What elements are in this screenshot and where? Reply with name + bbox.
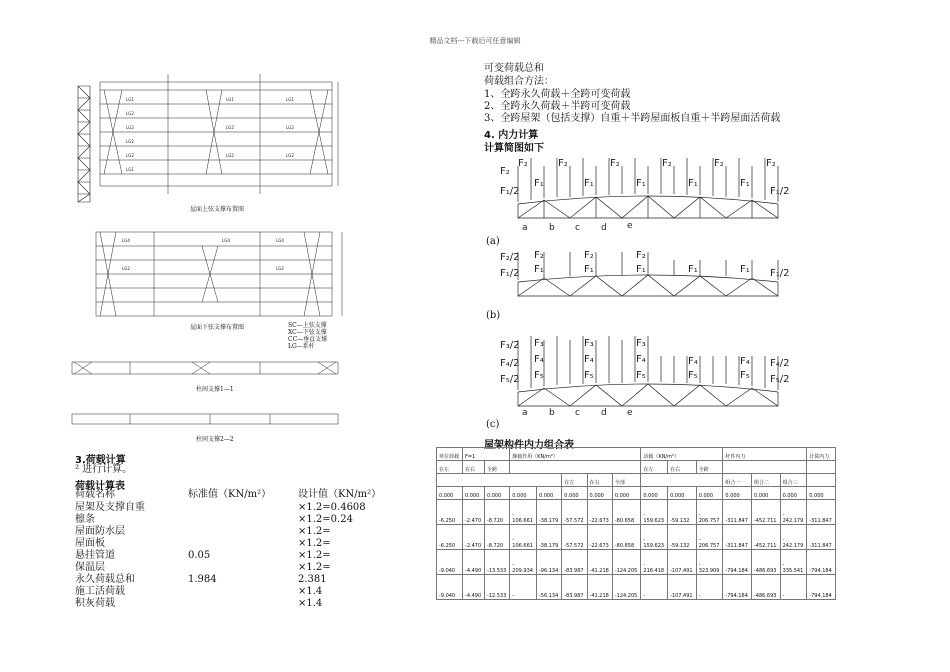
table-row (437, 487, 836, 500)
table-header-cell: 组合二 (752, 474, 781, 487)
table-row (437, 550, 836, 575)
svg-text:F₄: F₄ (584, 354, 594, 365)
table-cell: -6.250 (437, 525, 463, 550)
svg-text:F₁/2: F₁/2 (770, 186, 790, 197)
load-name: 屋面板 (75, 538, 105, 549)
table-cell: - 335.541 (780, 550, 807, 575)
svg-text:F₂: F₂ (662, 158, 672, 169)
table-cell: -22.673 (587, 500, 612, 525)
load-design: ×1.4 (298, 586, 323, 597)
table-cell: -80.658 (612, 500, 641, 525)
table-cell: -311.847 (807, 525, 836, 550)
table-header-cell: 全跨 (696, 461, 723, 474)
elevation-2-caption: 柱间支撑2—2 (196, 436, 234, 443)
table-cell: - 106.661 (510, 525, 537, 550)
load-table-title: 荷载计算表 (75, 481, 125, 492)
table-header-cell: 杆件内力 (723, 448, 807, 461)
table-header-cell: 在左 (562, 474, 587, 487)
table-cell: -124.205 (612, 550, 641, 575)
table-cell: -57.572 (562, 525, 587, 550)
svg-text:LG2: LG2 (226, 125, 234, 130)
section-3-intro: ² 进行计算。 (75, 464, 133, 475)
load-design: ×1.2= (298, 550, 331, 561)
svg-text:F₅: F₅ (636, 370, 646, 381)
svg-text:LG2: LG2 (126, 153, 134, 158)
load-design: ×1.2= (298, 562, 331, 573)
svg-text:LG1: LG1 (286, 97, 294, 102)
table-cell: - 216.418 (641, 550, 668, 575)
table-cell: - 206.757 (696, 525, 723, 550)
svg-text:LG2: LG2 (122, 266, 130, 271)
table-cell: 0.000 (562, 487, 587, 500)
table-header-cell: 全部 (612, 474, 641, 487)
load-name: 屋面防水层 (75, 526, 125, 537)
internal-force-table (436, 447, 836, 600)
table-cell: - 206.757 (696, 500, 723, 525)
table-cell: 0.000 (641, 487, 668, 500)
load-name: 永久荷载总和 (75, 574, 135, 585)
load-name: 施工活荷载 (75, 586, 125, 597)
load-design: ×1.2= (298, 526, 331, 537)
truss-diagram-c (498, 326, 798, 416)
svg-text:F₁/2: F₁/2 (770, 268, 790, 279)
upper-plan-caption: 屋面上弦支撑布置图 (190, 206, 245, 213)
table-header-cell (510, 461, 641, 474)
svg-text:b: b (549, 408, 555, 416)
drawing-legend (288, 322, 327, 350)
svg-text:F₁: F₁ (740, 178, 750, 189)
figure-b-label: (b) (486, 310, 501, 321)
table-cell: - (510, 575, 537, 600)
table-cell: 0.000 (484, 487, 509, 500)
table-cell: -41.218 (587, 575, 612, 600)
svg-text:F₂: F₂ (766, 158, 776, 169)
table-cell: -80.658 (612, 525, 641, 550)
load-design: ×1.2=0.4608 (298, 502, 366, 513)
load-name: 悬挂管道 (75, 550, 115, 561)
table-header-cell: 在左 (641, 461, 668, 474)
figure-c-label: (c) (486, 419, 500, 430)
truss-diagram-a (498, 152, 798, 232)
svg-text:LG1: LG1 (126, 167, 134, 172)
legend-item: XC—下弦支撑 (288, 329, 327, 336)
table-cell: - (641, 575, 668, 600)
table-cell: 0.000 (612, 487, 641, 500)
svg-text:F₄: F₄ (688, 356, 698, 367)
svg-text:b: b (549, 223, 555, 232)
table-cell: - 242.179 (780, 500, 807, 525)
table-header-cell: 活载（KN/m²） (641, 448, 723, 461)
table-cell: - 106.661 (510, 500, 537, 525)
svg-text:e: e (627, 408, 633, 416)
table-header-cell: 全跨 (484, 461, 509, 474)
table-cell: -96.134 (536, 550, 561, 575)
legend-item: CC—垂直支撑 (288, 336, 328, 343)
svg-text:F₂: F₂ (584, 250, 594, 261)
svg-text:F₂: F₂ (500, 166, 510, 177)
load-design: 2.381 (298, 574, 327, 585)
table-cell: -6.250 (437, 500, 463, 525)
elevation-1-caption: 柱间支撑1—1 (196, 386, 234, 393)
svg-text:F₁: F₁ (534, 264, 544, 275)
combo-table-title: 屋架构件内力组合表 (484, 440, 574, 451)
svg-text:d: d (601, 223, 607, 232)
table-cell: -124.205 (612, 575, 641, 600)
svg-text:a: a (522, 223, 528, 232)
table-row (437, 500, 836, 525)
section-4-title: 4. 内力计算 (484, 130, 539, 141)
table-cell: 0.000 (780, 487, 807, 500)
table-header-cell (807, 474, 836, 487)
lower-plan-caption: 屋面下弦支撑布置图 (190, 324, 245, 331)
table-cell: - (780, 575, 807, 600)
table-body (437, 487, 836, 600)
svg-text:F₅/2: F₅/2 (500, 374, 520, 385)
load-design: ×1.2=0.24 (298, 514, 353, 525)
table-cell: -38.179 (536, 500, 561, 525)
table-cell: - 159.623 (641, 525, 668, 550)
table-cell: 0.000 (723, 487, 752, 500)
table-cell: -794.184 (807, 550, 836, 575)
svg-text:F₁: F₁ (534, 178, 544, 189)
svg-text:F₅: F₅ (688, 370, 698, 381)
table-header-row (437, 461, 836, 474)
table-cell: -57.572 (562, 500, 587, 525)
load-table-header: 设计值（KN/m²） (298, 489, 382, 500)
table-cell: -794.184 (723, 550, 752, 575)
diagram-caption: 计算简图如下 (484, 143, 544, 154)
table-cell: -38.179 (536, 525, 561, 550)
load-name: 保温层 (75, 562, 105, 573)
table-header-cell: 在左 (437, 461, 463, 474)
svg-text:F₅/2: F₅/2 (770, 374, 790, 385)
svg-text:LG4: LG4 (276, 238, 284, 243)
load-design: ×1.4 (298, 598, 323, 609)
combination-3: 3、全跨屋架（包括支撑）自重＋半跨屋面板自重＋半跨屋面活荷载 (484, 113, 781, 124)
svg-text:F₄: F₄ (740, 356, 750, 367)
table-cell: -452.711 (752, 500, 781, 525)
table-header-cell (437, 474, 562, 487)
table-cell: 0.000 (536, 487, 561, 500)
svg-text:F₁: F₁ (636, 178, 646, 189)
table-cell: -107.491 (668, 575, 697, 600)
svg-text:F₄/2: F₄/2 (770, 358, 790, 369)
load-design: ×1.2= (298, 538, 331, 549)
table-cell: -486.693 (752, 550, 781, 575)
load-name: 檩条 (75, 514, 95, 525)
table-cell: -794.184 (807, 575, 836, 600)
table-cell: -452.711 (752, 525, 781, 550)
table-header-cell: 单位荷载 (437, 448, 463, 461)
svg-text:F₂: F₂ (714, 158, 724, 169)
svg-text:LG1: LG1 (226, 97, 234, 102)
table-cell: -59.132 (668, 525, 697, 550)
table-cell: -9.040 (437, 575, 463, 600)
table-cell: -311.847 (807, 500, 836, 525)
load-std: 0.05 (188, 550, 211, 561)
load-std: 1.984 (188, 574, 217, 585)
svg-text:c: c (575, 408, 580, 416)
svg-text:LG2: LG2 (286, 153, 294, 158)
column-bracing-elevation-1 (70, 356, 340, 378)
table-cell: -83.987 (562, 575, 587, 600)
svg-text:F₁: F₁ (636, 264, 646, 275)
table-cell: 0.000 (437, 487, 463, 500)
legend-item: SC—上弦支撑 (288, 322, 327, 329)
svg-text:e: e (627, 221, 633, 231)
table-header-cell: F=1 (463, 448, 510, 461)
table-cell: -107.491 (668, 550, 697, 575)
combination-method: 荷载组合方法： (484, 76, 554, 87)
svg-text:F₁: F₁ (688, 178, 698, 189)
table-cell: -56.134 (536, 575, 561, 600)
table-cell: -41.218 (587, 550, 612, 575)
load-table-header: 标准值（KN/m²） (188, 489, 272, 500)
svg-text:a: a (522, 408, 528, 416)
table-header-row (437, 474, 836, 487)
table-cell: -4.490 (463, 575, 485, 600)
table-row (437, 525, 836, 550)
table-cell: - 209.934 (510, 550, 537, 575)
table-cell: -2.470 (463, 525, 485, 550)
table-header-cell (807, 461, 836, 474)
table-header-cell (723, 461, 807, 474)
svg-text:F₂: F₂ (534, 250, 544, 261)
table-cell: -311.847 (723, 525, 752, 550)
table-header-cell: 在右 (463, 461, 485, 474)
svg-text:F₁: F₁ (584, 264, 594, 275)
table-cell: - (696, 575, 723, 600)
table-header-cell: 在右 (668, 461, 697, 474)
svg-text:F₂: F₂ (610, 158, 620, 169)
svg-text:LG2: LG2 (276, 266, 284, 271)
table-header-cell: 组合一 (723, 474, 752, 487)
svg-text:F₃: F₃ (636, 338, 646, 349)
table-cell: -794.184 (723, 575, 752, 600)
table-cell: 0.000 (668, 487, 697, 500)
svg-text:LG2: LG2 (126, 111, 134, 116)
svg-text:F₄/2: F₄/2 (500, 358, 520, 369)
svg-text:F₁: F₁ (584, 178, 594, 189)
svg-text:F₅: F₅ (534, 370, 544, 381)
table-cell: 0.000 (807, 487, 836, 500)
load-name: 屋架及支撑自重 (75, 502, 145, 513)
svg-text:F₂: F₂ (558, 158, 568, 169)
table-cell: 0.000 (587, 487, 612, 500)
svg-text:LG1: LG1 (126, 97, 134, 102)
table-cell: 0.000 (463, 487, 485, 500)
combination-2: 2、全跨永久荷载＋半跨可变荷载 (484, 101, 631, 112)
table-cell: 0.000 (752, 487, 781, 500)
table-cell: -9.040 (437, 550, 463, 575)
svg-text:F₁: F₁ (688, 264, 698, 275)
table-cell: -59.132 (668, 500, 697, 525)
table-row (437, 575, 836, 600)
table-cell: -8.720 (484, 525, 509, 550)
table-cell: 0.000 (696, 487, 723, 500)
combination-1: 1、全跨永久荷载＋全跨可变荷载 (484, 89, 631, 100)
table-header-cell: 计算内力 (807, 448, 836, 461)
svg-text:F₁: F₁ (740, 264, 750, 275)
svg-text:F₂: F₂ (636, 250, 646, 261)
table-cell: -22.673 (587, 525, 612, 550)
svg-text:F₂/2: F₂/2 (500, 252, 520, 263)
svg-text:F₃: F₃ (584, 338, 594, 349)
table-header-row (437, 448, 836, 461)
svg-text:F₁/2: F₁/2 (500, 268, 520, 279)
legend-item: LG—系杆 (288, 343, 315, 350)
table-cell: - 159.623 (641, 500, 668, 525)
section-3-title: 3.荷载计算 (75, 455, 126, 466)
page-header: 精品文档---下载后可任意编辑 (429, 37, 521, 45)
table-cell: - 242.179 (780, 525, 807, 550)
svg-text:F₃/2: F₃/2 (500, 340, 520, 351)
table-header-cell: 在右 (587, 474, 612, 487)
load-name: 积灰荷载 (75, 598, 115, 609)
table-cell: -12.533 (484, 575, 509, 600)
svg-text:d: d (601, 408, 607, 416)
svg-text:LG2: LG2 (126, 139, 134, 144)
svg-text:F₄: F₄ (534, 354, 544, 365)
svg-text:LG4: LG4 (122, 238, 130, 243)
svg-text:F₅: F₅ (584, 370, 594, 381)
table-cell: -8.720 (484, 500, 509, 525)
table-cell: -311.847 (723, 500, 752, 525)
table-cell: -486.693 (752, 575, 781, 600)
svg-text:F₃: F₃ (534, 338, 544, 349)
svg-text:F₅: F₅ (740, 370, 750, 381)
table-header-cell (641, 474, 723, 487)
load-table-header: 荷载名称 (75, 489, 115, 500)
svg-text:F₄: F₄ (636, 354, 646, 365)
table-cell: - 323.909 (696, 550, 723, 575)
table-header-cell: 静载作用（KN/m²） (510, 448, 641, 461)
svg-text:LG2: LG2 (126, 125, 134, 130)
table-cell: -13.533 (484, 550, 509, 575)
table-cell: -4.490 (463, 550, 485, 575)
table-header-cell: 组合三 (780, 474, 807, 487)
svg-text:F₁/2: F₁/2 (500, 186, 520, 197)
table-cell: 0.000 (510, 487, 537, 500)
roof-truss-elevation-drawing (76, 84, 92, 204)
lower-chord-bracing-plan (92, 228, 352, 323)
svg-text:LG2: LG2 (226, 153, 234, 158)
variable-load-sum: 可变荷载总和 (484, 63, 544, 74)
upper-chord-bracing-plan (96, 70, 346, 210)
column-bracing-elevation-2 (70, 410, 340, 428)
table-cell: -2.470 (463, 500, 485, 525)
svg-text:F₂: F₂ (518, 158, 528, 169)
truss-diagram-b (498, 246, 798, 306)
table-cell: -83.987 (562, 550, 587, 575)
svg-text:c: c (575, 223, 580, 232)
svg-text:LG4: LG4 (222, 238, 230, 243)
figure-a-label: (a) (486, 236, 500, 247)
svg-text:LG2: LG2 (286, 125, 294, 130)
